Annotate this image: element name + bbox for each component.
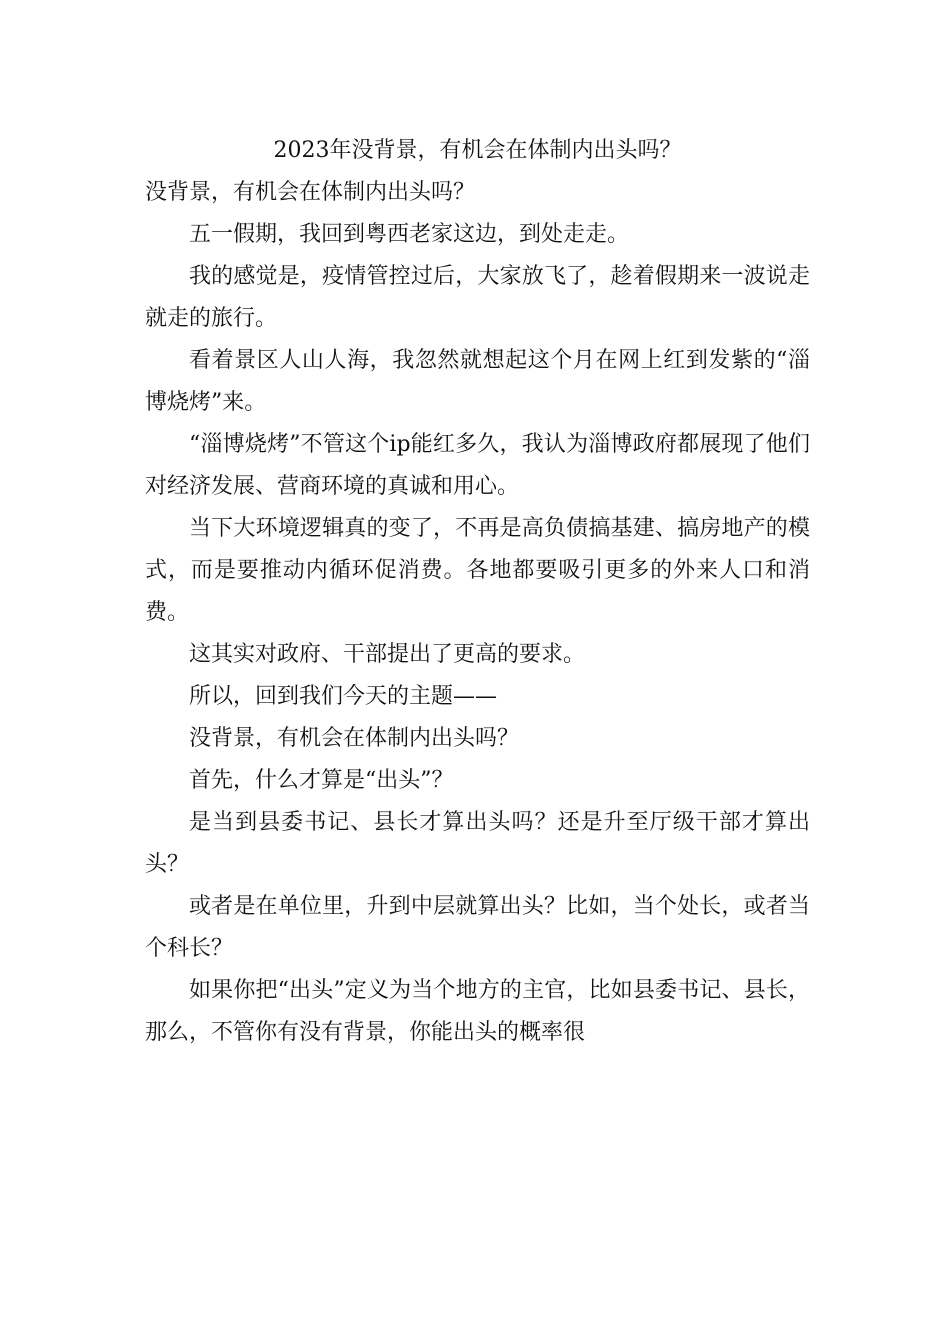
paragraph: 没背景，有机会在体制内出头吗？	[145, 180, 476, 205]
document-title: 2023年没背景，有机会在体制内出头吗？	[273, 138, 682, 163]
paragraph: 如果你把“出头”定义为当个地方的主官，比如县委书记、县长，那么，不管你有没有背景，你能出头的概率很	[145, 978, 810, 1045]
paragraph: 我的感觉是，疫情管控过后，大家放飞了，趁着假期来一波说走就走的旅行。	[145, 264, 810, 331]
paragraph: 五一假期，我回到粤西老家这边，到处走走。	[189, 222, 630, 247]
paragraph: 是当到县委书记、县长才算出头吗？还是升至厅级干部才算出头？	[145, 810, 810, 877]
paragraph: 或者是在单位里，升到中层就算出头？比如，当个处长，或者当个科长？	[145, 894, 810, 961]
paragraph: 这其实对政府、干部提出了更高的要求。	[189, 642, 586, 667]
paragraph: 没背景，有机会在体制内出头吗？	[189, 726, 520, 751]
paragraph: 看着景区人山人海，我忽然就想起这个月在网上红到发紫的“淄博烧烤”来。	[145, 348, 810, 415]
paragraph: 所以，回到我们今天的主题——	[189, 684, 498, 709]
document-body	[145, 130, 810, 1054]
paragraph: “淄博烧烤”不管这个ip能红多久，我认为淄博政府都展现了他们对经济发展、营商环境的真诚和用心。	[145, 432, 810, 499]
paragraph: 首先，什么才算是“出头”？	[189, 768, 454, 793]
paragraph: 当下大环境逻辑真的变了，不再是高负债搞基建、搞房地产的模式，而是要推动内循环促消费。各地都要吸引更多的外来人口和消费。	[145, 516, 810, 625]
